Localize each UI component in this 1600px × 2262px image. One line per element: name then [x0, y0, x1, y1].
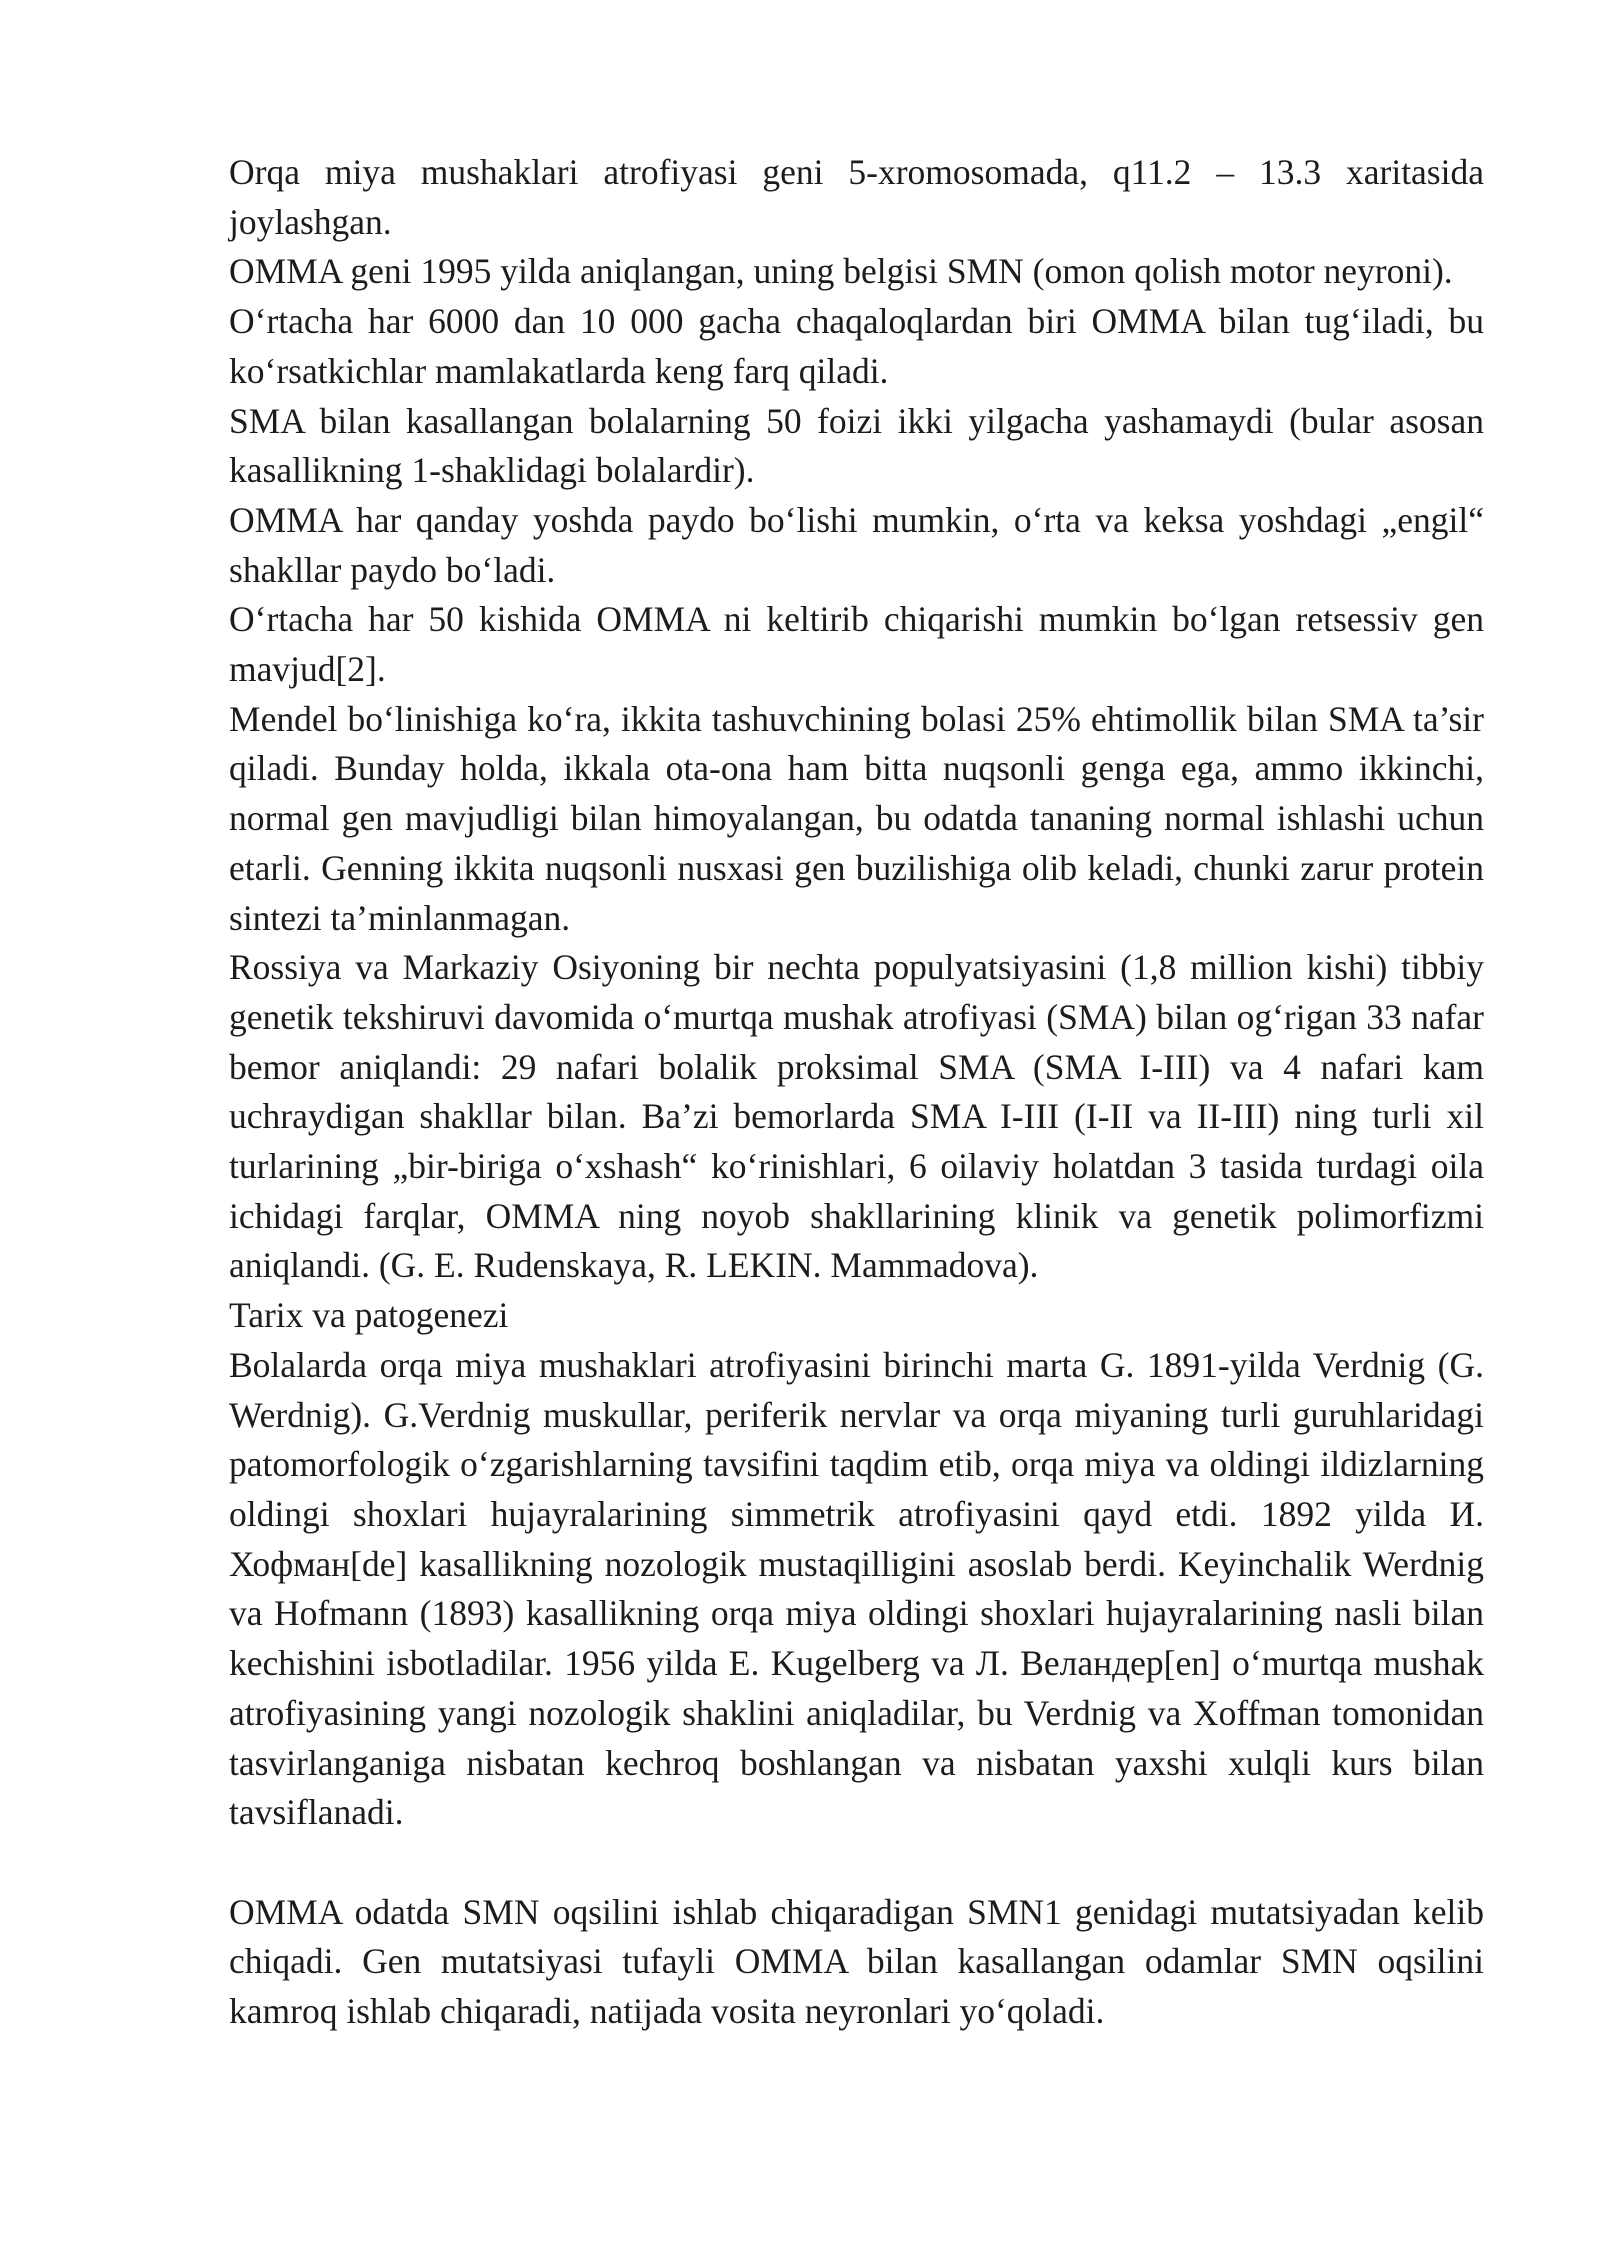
paragraph-history: Bolalarda orqa miya mushaklari atrofiyasini birinchi marta G. 1891-yilda Verdnig (G. Werdnig). G.Verdnig muskullar, periferik nervlar va orqa miyaning turli guruhlaridagi patomorfologik o‘zgarishlarning tavsifini taqdim etib, orqa miya va oldingi ildizlarning oldingi shoxlari hujayralarining simmetrik atrofiyasini qayd etdi. 1892 yilda И. Хофман[de] kasallikning nozologik mustaqilligini asoslab berdi. Keyinchalik Werdnig va Hofmann (1893) kasallikning orqa miya oldingi shoxlari hujayralarining nasli bilan kechishini isbotladilar. 1956 yilda E. Kugelberg va Л. Веландер[en] o‘murtqa mushak atrofiyasining yangi nozologik shaklini aniqladilar, bu Verdnig va Xoffman tomonidan tasvirlanganiga nisbatan kechroq boshlangan va nisbatan yaxshi xulqli kurs bilan tavsiflanadi. — [229, 1344, 1484, 1833]
paragraph-onset-age: OMMA har qanday yoshda paydo bo‘lishi mumkin, o‘rta va keksa yoshdagi „engil“ shakllar paydo bo‘ladi. — [229, 499, 1484, 590]
paragraph-gene-identified: OMMA geni 1995 yilda aniqlangan, uning belgisi SMN (omon qolish motor neyroni). — [229, 251, 1453, 292]
paragraph-carrier-frequency: O‘rtacha har 50 kishida OMMA ni keltirib chiqarishi mumkin bo‘lgan retsessiv gen mavjud[2]. — [229, 599, 1484, 690]
paragraph-incidence: O‘rtacha har 6000 dan 10 000 gacha chaqaloqlardan biri OMMA bilan tug‘iladi, bu ko‘rsatkichlar mamlakatlarda keng farq qiladi. — [229, 301, 1484, 391]
paragraph-mendelian-inheritance: Mendel bo‘linishiga ko‘ra, ikkita tashuvchining bolasi 25% ehtimollik bilan SMA ta’sir qiladi. Bunday holda, ikkala ota-ona ham bitta nuqsonli genga ega, ammo ikkinchi, normal gen mavjudligi bilan himoyalangan, bu odatda tananing normal ishlashi uchun etarli. Genning ikkita nuqsonli nusxasi gen buzilishiga olib keladi, chunki zarur protein sintezi ta’minlanmagan. — [229, 698, 1484, 938]
section-heading-history: Tarix va patogenezi — [229, 1295, 509, 1336]
paragraph-smn1-mutation: OMMA odatda SMN oqsilini ishlab chiqaradigan SMN1 genidagi mutatsiyadan kelib chiqadi. Gen mutatsiyasi tufayli OMMA bilan kasallangan odamlar SMN oqsilini kamroq ishlab chiqaradi, natijada vosita neyronlari yo‘qoladi. — [229, 1891, 1484, 2031]
paragraph-population-study: Rossiya va Markaziy Osiyoning bir nechta populyatsiyasini (1,8 million kishi) tibbiy genetik tekshiruvi davomida o‘murtqa mushak atrofiyasi (SMA) bilan og‘rigan 33 nafar bemor aniqlandi: 29 nafari bolalik proksimal SMA (SMA I-III) va 4 nafari kam uchraydigan shakllar bilan. Ba’zi bemorlarda SMA I-III (I-II va II-III) ning turli xil turlarining „bir-biriga o‘xshash“ ko‘rinishlari, 6 oilaviy holatdan 3 tasida turdagi oila ichidagi farqlar, OMMA ning noyob shakllarining klinik va genetik polimorfizmi aniqlandi. (G. E. Rudenskaya, R. LEKIN. Mammadova). — [229, 947, 1484, 1286]
paragraph-mortality: SMA bilan kasallangan bolalarning 50 foizi ikki yilgacha yashamaydi (bular asosan kasallikning 1-shaklidagi bolalardir). — [229, 400, 1484, 491]
document-body — [229, 148, 1484, 2037]
paragraph-gene-location: Orqa miya mushaklari atrofiyasi geni 5-xromosomada, q11.2 – 13.3 xaritasida joylashgan. — [229, 152, 1484, 242]
